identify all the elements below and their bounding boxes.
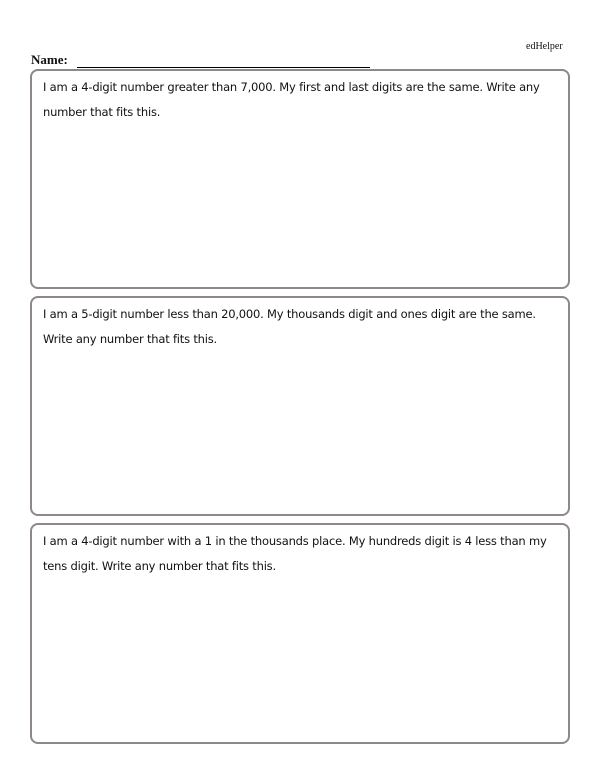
problem-text: I am a 4-digit number with a 1 in the thousands place. My hundreds digit is 4 less than my tens digit. Write any number that fits this.	[43, 534, 547, 573]
problem-box-1[interactable]	[30, 69, 570, 289]
problem-text: I am a 5-digit number less than 20,000. My thousands digit and ones digit are the same. Write any number that fits this.	[43, 307, 536, 346]
name-field	[31, 52, 370, 68]
name-line[interactable]	[77, 55, 370, 68]
problem-box-2[interactable]	[30, 296, 570, 516]
problem-text: I am a 4-digit number greater than 7,000. My first and last digits are the same. Write any number that fits this.	[43, 80, 540, 119]
brand-label: edHelper	[526, 41, 563, 52]
problem-box-3[interactable]	[30, 523, 570, 744]
name-label: Name:	[31, 52, 68, 67]
